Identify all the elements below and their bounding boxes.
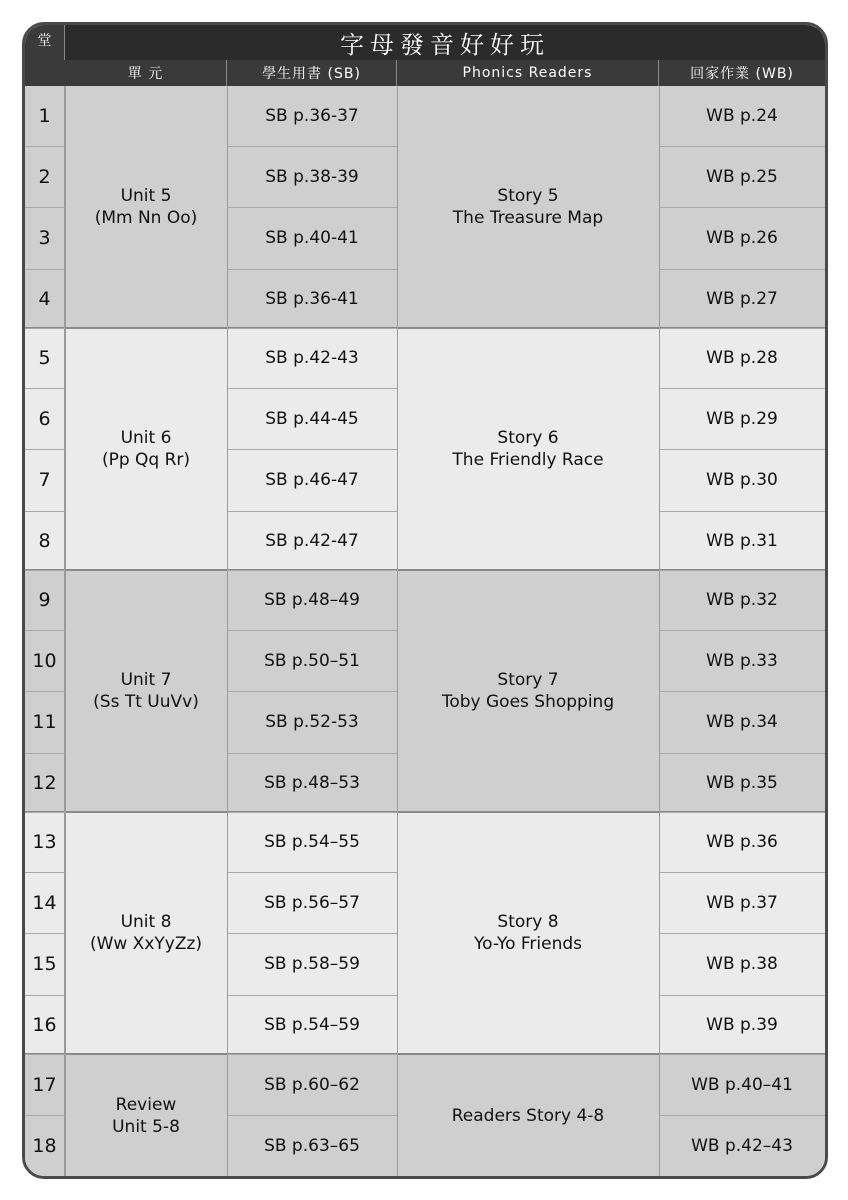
student-book-pages: SB p.44-45 bbox=[265, 408, 359, 429]
student-book-pages: SB p.58–59 bbox=[264, 954, 360, 974]
row-divider bbox=[659, 511, 825, 512]
lesson-number: 3 bbox=[25, 207, 65, 269]
header-workbook: 回家作業 (WB) bbox=[690, 66, 794, 82]
lesson-number: 11 bbox=[25, 691, 65, 753]
story-title: The Friendly Race bbox=[452, 450, 604, 470]
row-divider bbox=[227, 753, 397, 754]
workbook-pages: WB p.38 bbox=[706, 954, 778, 974]
lesson-number: 4 bbox=[25, 269, 65, 328]
column-header-row bbox=[25, 60, 825, 86]
student-book-pages: SB p.36-37 bbox=[265, 106, 359, 126]
reader-story-cell bbox=[397, 570, 659, 812]
workbook-pages: WB p.42–43 bbox=[691, 1136, 793, 1156]
workbook-pages: WB p.39 bbox=[706, 1014, 778, 1035]
story-number: Story 5 bbox=[497, 186, 559, 206]
row-divider bbox=[659, 630, 825, 631]
student-book-pages: SB p.54–59 bbox=[264, 1014, 360, 1035]
reader-story-cell bbox=[397, 86, 659, 328]
story-title: The Treasure Map bbox=[452, 208, 604, 228]
workbook-pages: WB p.36 bbox=[706, 832, 778, 852]
row-divider bbox=[25, 872, 65, 873]
row-divider bbox=[659, 207, 825, 208]
workbook-pages: WB p.28 bbox=[706, 348, 778, 368]
unit-cell bbox=[65, 812, 227, 1054]
lesson-number: 9 bbox=[25, 570, 65, 630]
row-divider bbox=[659, 146, 825, 147]
lesson-number: 5 bbox=[25, 328, 65, 388]
row-divider bbox=[25, 933, 65, 934]
workbook-pages: WB p.31 bbox=[706, 530, 778, 551]
page-title: 字母發音好好玩 bbox=[65, 25, 825, 60]
unit-cell bbox=[65, 570, 227, 812]
student-book-pages: SB p.42-47 bbox=[265, 530, 359, 551]
row-divider bbox=[227, 1054, 397, 1055]
row-divider bbox=[25, 630, 65, 631]
story-number: Story 6 bbox=[497, 428, 559, 448]
student-book-pages: SB p.38-39 bbox=[265, 166, 359, 187]
student-book-pages: SB p.42-43 bbox=[265, 348, 359, 368]
student-book-pages: SB p.50–51 bbox=[264, 650, 360, 671]
row-divider bbox=[659, 995, 825, 996]
column-divider bbox=[659, 86, 660, 1176]
workbook-pages: WB p.30 bbox=[706, 470, 778, 490]
row-divider bbox=[25, 753, 65, 754]
unit-letters: Unit 5-8 bbox=[112, 1116, 180, 1137]
workbook-pages: WB p.32 bbox=[706, 590, 778, 610]
lesson-number: 6 bbox=[25, 388, 65, 449]
row-divider bbox=[227, 570, 397, 571]
student-book-pages: SB p.48–53 bbox=[264, 772, 360, 793]
row-divider bbox=[227, 995, 397, 996]
row-divider bbox=[659, 812, 825, 813]
reader-story-cell bbox=[397, 1054, 659, 1177]
student-book-pages: SB p.60–62 bbox=[264, 1074, 360, 1095]
unit-letters: (Ww XxYyZz) bbox=[89, 934, 203, 954]
workbook-pages: WB p.27 bbox=[706, 288, 778, 309]
lesson-number: 18 bbox=[25, 1115, 65, 1177]
student-book-pages: SB p.63–65 bbox=[264, 1136, 360, 1156]
row-divider bbox=[227, 269, 397, 270]
row-divider bbox=[25, 691, 65, 692]
row-divider bbox=[25, 146, 65, 147]
column-divider bbox=[65, 86, 66, 1176]
student-book-pages: SB p.52-53 bbox=[265, 712, 359, 732]
row-divider bbox=[227, 449, 397, 450]
lesson-number: 2 bbox=[25, 146, 65, 207]
row-divider bbox=[227, 933, 397, 934]
reader-story-cell bbox=[397, 812, 659, 1054]
row-divider bbox=[227, 388, 397, 389]
row-divider bbox=[659, 933, 825, 934]
lesson-number: 10 bbox=[25, 630, 65, 691]
row-divider bbox=[659, 753, 825, 754]
student-book-pages: SB p.56–57 bbox=[264, 892, 360, 913]
row-divider bbox=[25, 995, 65, 996]
unit-name: Unit 5 bbox=[120, 186, 172, 206]
row-divider bbox=[25, 1115, 65, 1116]
workbook-pages: WB p.24 bbox=[706, 106, 778, 126]
lesson-number: 16 bbox=[25, 995, 65, 1054]
row-divider bbox=[227, 146, 397, 147]
workbook-pages: WB p.29 bbox=[706, 408, 778, 429]
unit-name: Unit 7 bbox=[120, 670, 172, 690]
row-divider bbox=[227, 691, 397, 692]
row-divider bbox=[227, 328, 397, 329]
lesson-number: 12 bbox=[25, 753, 65, 812]
row-divider bbox=[659, 872, 825, 873]
workbook-pages: WB p.26 bbox=[706, 228, 778, 248]
row-divider bbox=[25, 570, 65, 571]
column-divider bbox=[227, 86, 228, 1176]
row-divider bbox=[659, 328, 825, 329]
lesson-number: 7 bbox=[25, 449, 65, 511]
row-divider bbox=[25, 1054, 65, 1055]
student-book-pages: SB p.36-41 bbox=[265, 288, 359, 309]
workbook-pages: WB p.25 bbox=[706, 166, 778, 187]
story-title: Toby Goes Shopping bbox=[441, 692, 615, 712]
row-divider bbox=[227, 872, 397, 873]
story-number: Readers Story 4-8 bbox=[451, 1105, 605, 1126]
schedule-table bbox=[25, 86, 825, 1176]
schedule-sheet bbox=[22, 22, 828, 1179]
row-divider bbox=[25, 511, 65, 512]
row-divider bbox=[25, 449, 65, 450]
unit-cell bbox=[65, 1054, 227, 1177]
workbook-pages: WB p.37 bbox=[706, 892, 778, 913]
row-divider bbox=[227, 812, 397, 813]
lesson-number: 1 bbox=[25, 86, 65, 146]
workbook-pages: WB p.33 bbox=[706, 650, 778, 671]
lesson-number: 17 bbox=[25, 1054, 65, 1115]
row-divider bbox=[227, 207, 397, 208]
row-divider bbox=[25, 207, 65, 208]
unit-letters: (Mm Nn Oo) bbox=[94, 208, 198, 228]
workbook-pages: WB p.40–41 bbox=[691, 1074, 793, 1095]
unit-letters: (Pp Qq Rr) bbox=[101, 450, 191, 470]
student-book-pages: SB p.40-41 bbox=[265, 228, 359, 248]
row-divider bbox=[227, 630, 397, 631]
header-phonics-readers: Phonics Readers bbox=[397, 60, 659, 86]
header-unit: 單 元 bbox=[65, 60, 227, 86]
row-divider bbox=[227, 511, 397, 512]
header-student-book: 學生用書 (SB) bbox=[227, 60, 397, 86]
unit-cell bbox=[65, 86, 227, 328]
unit-letters: (Ss Tt UuVv) bbox=[93, 692, 199, 712]
column-divider bbox=[397, 86, 398, 1176]
story-title: Yo-Yo Friends bbox=[473, 934, 583, 954]
row-divider bbox=[659, 449, 825, 450]
row-divider bbox=[227, 1115, 397, 1116]
student-book-pages: SB p.54–55 bbox=[264, 832, 360, 852]
lesson-number: 14 bbox=[25, 872, 65, 933]
unit-name: Review bbox=[115, 1094, 177, 1115]
corner-label-top: 堂 bbox=[37, 33, 52, 50]
lesson-number: 13 bbox=[25, 812, 65, 872]
unit-name: Unit 6 bbox=[120, 428, 172, 448]
row-divider bbox=[25, 388, 65, 389]
unit-cell bbox=[65, 328, 227, 570]
row-divider bbox=[659, 388, 825, 389]
reader-story-cell bbox=[397, 328, 659, 570]
workbook-pages: WB p.34 bbox=[706, 712, 778, 732]
lesson-number: 8 bbox=[25, 511, 65, 570]
row-divider bbox=[659, 1115, 825, 1116]
story-number: Story 7 bbox=[497, 670, 559, 690]
row-divider bbox=[659, 269, 825, 270]
row-divider bbox=[659, 570, 825, 571]
story-number: Story 8 bbox=[497, 912, 559, 932]
workbook-pages: WB p.35 bbox=[706, 772, 778, 793]
unit-name: Unit 8 bbox=[120, 912, 172, 932]
lesson-number: 15 bbox=[25, 933, 65, 995]
row-divider bbox=[25, 328, 65, 329]
student-book-pages: SB p.46-47 bbox=[265, 470, 359, 490]
row-divider bbox=[25, 812, 65, 813]
row-divider bbox=[659, 1054, 825, 1055]
student-book-pages: SB p.48–49 bbox=[264, 590, 360, 610]
row-divider bbox=[659, 691, 825, 692]
row-divider bbox=[25, 269, 65, 270]
